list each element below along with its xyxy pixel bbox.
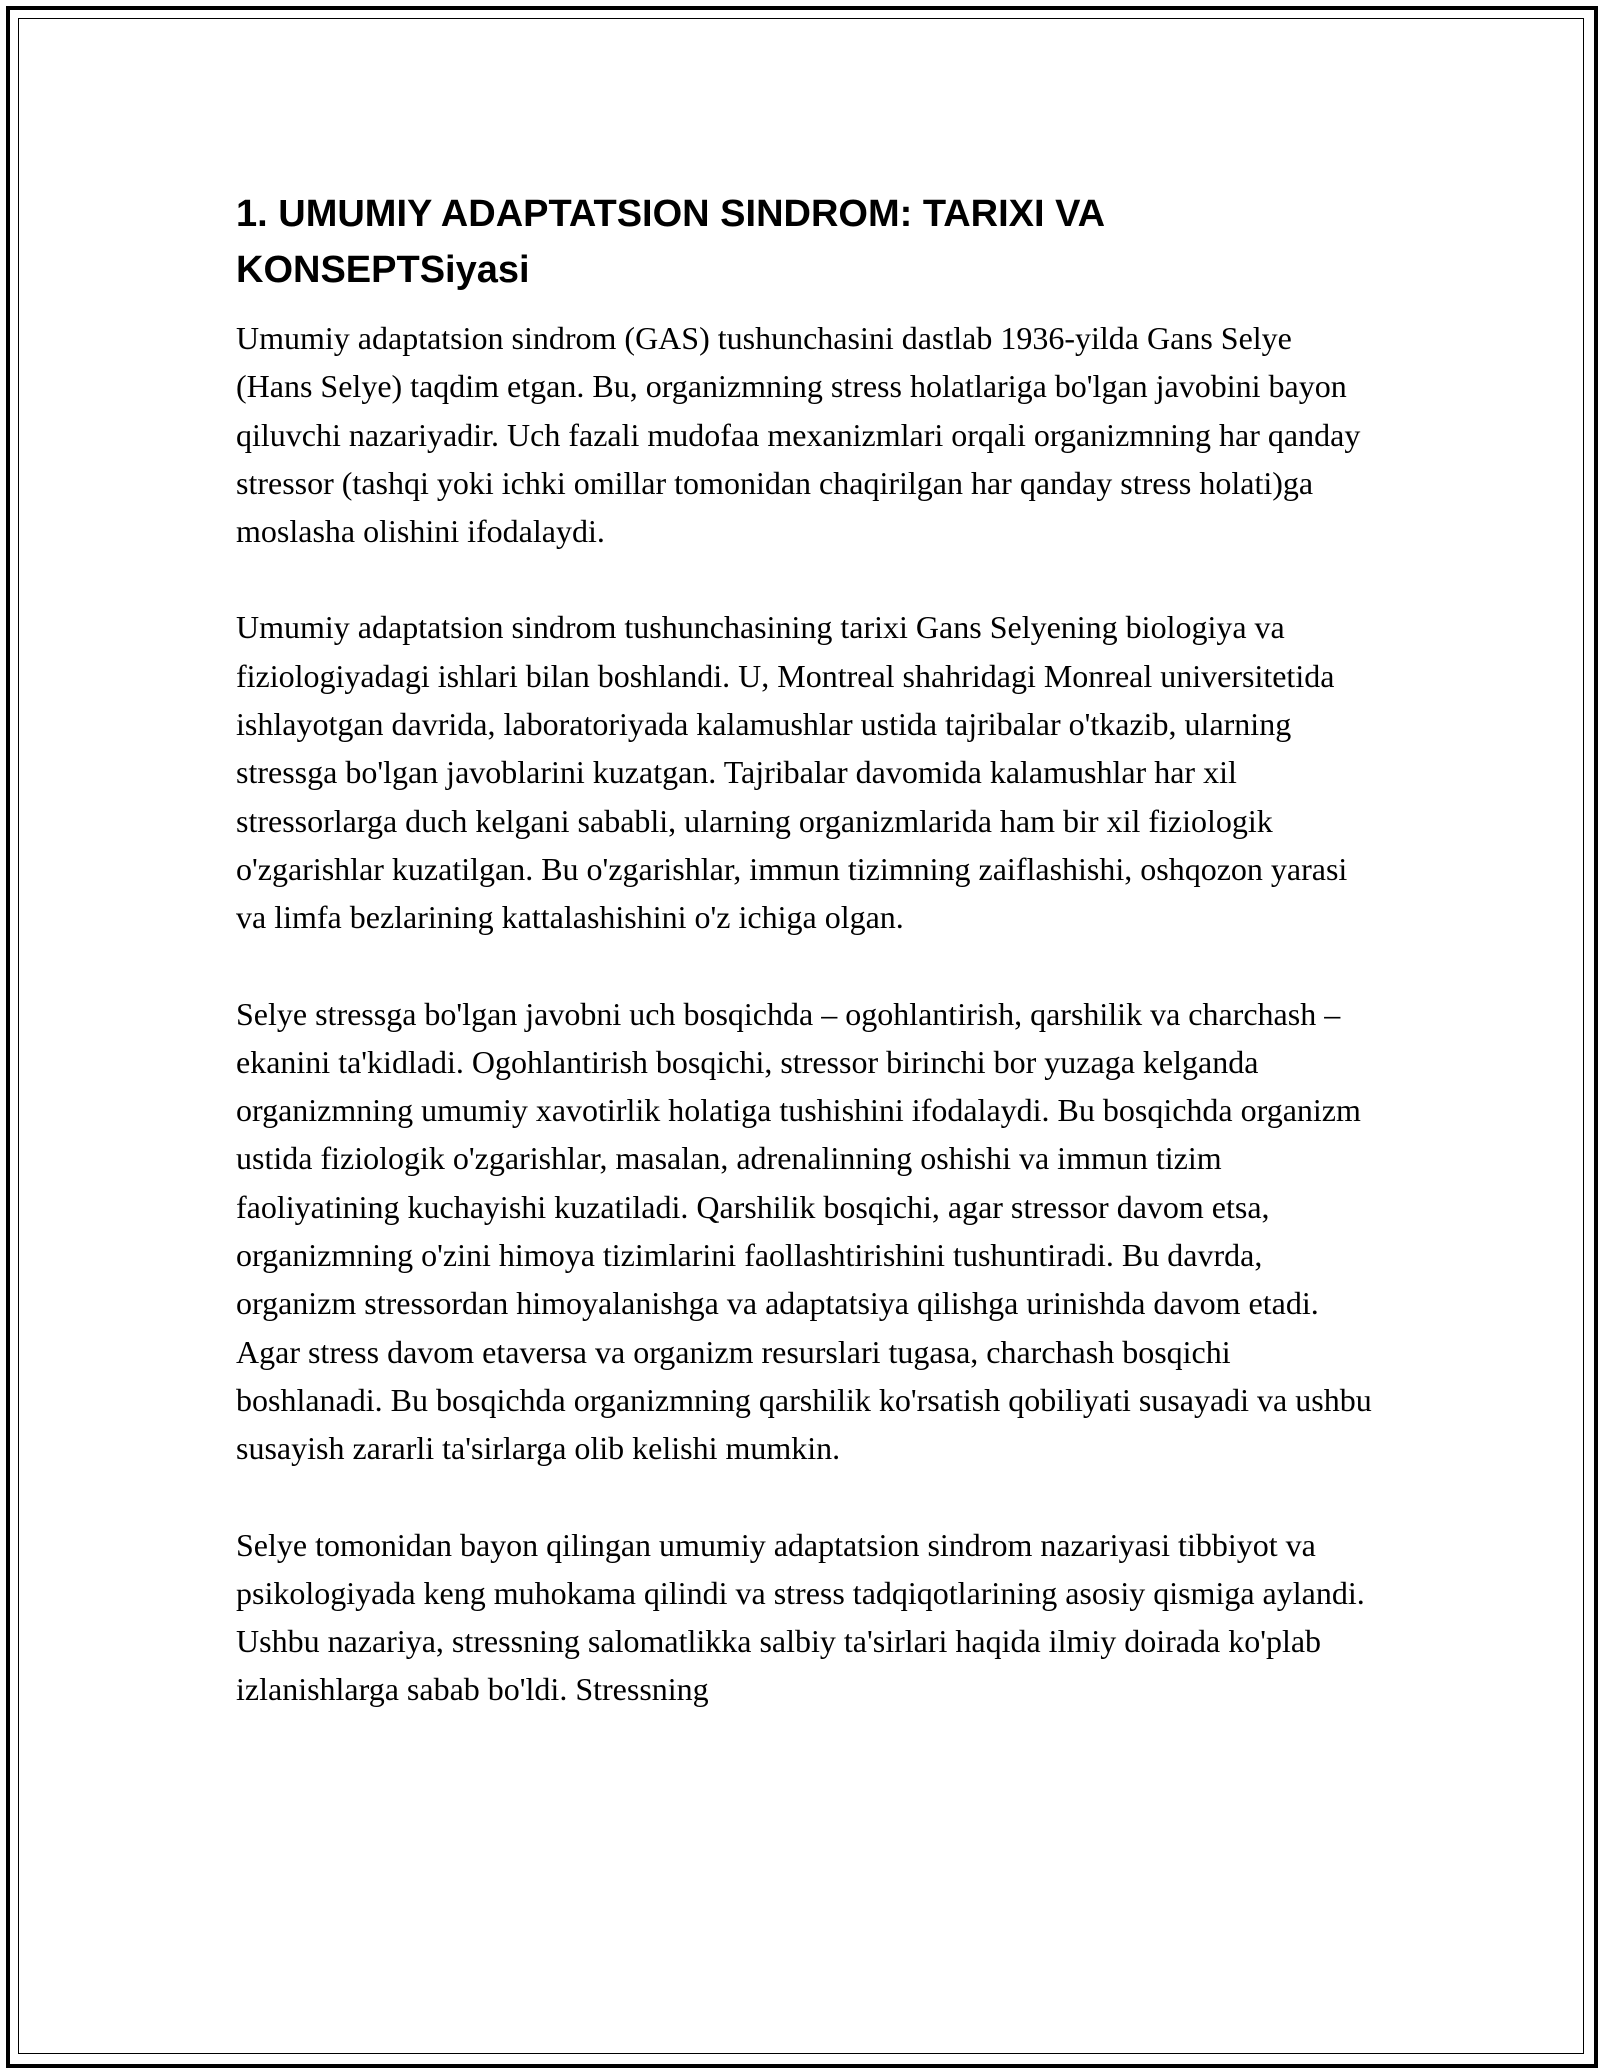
paragraph-1: Umumiy adaptatsion sindrom (GAS) tushunchasini dastlab 1936-yilda Gans Selye (Hans Selye) taqdim etgan. Bu, organizmning stress holatlariga bo'lgan javobini bayon qiluvchi nazariyadir. Uch fazali mudofaa mexanizmlari orqali organizmning har qanday stressor (tashqi yoki ichki omillar tomonidan chaqirilgan har qanday stress holati)ga moslasha olishini ifodalaydi. [236, 320, 1361, 550]
paragraph-2: Umumiy adaptatsion sindrom tushunchasining tarixi Gans Selyening biologiya va fiziologiyadagi ishlari bilan boshlandi. U, Montreal shahridagi Monreal universitetida ishlayotgan davrida, laboratoriyada kalamushlar ustida tajribalar o'tkazib, ularning stressga bo'lgan javoblarini kuzatgan. Tajribalar davomida kalamushlar har xil stressorlarga duch kelgani sababli, ularning organizmlarida ham bir xil fiziologik o'zgarishlar kuzatilgan. Bu o'zgarishlar, immun tizimning zaiflashishi, oshqozon yarasi va limfa bezlarining kattalashishini o'z ichiga olgan. [236, 609, 1348, 936]
paragraph-4: Selye tomonidan bayon qilingan umumiy adaptatsion sindrom nazariyasi tibbiyot va psikologiyada keng muhokama qilindi va stress tadqiqotlarining asosiy qismiga aylandi. Ushbu nazariya, stressning salomatlikka salbiy ta'sirlari haqida ilmiy doirada ko'plab izlanishlarga sabab bo'ldi. Stressning [236, 1526, 1365, 1708]
document-body [236, 186, 1376, 1762]
paragraph-3: Selye stressga bo'lgan javobni uch bosqichda – ogohlantirish, qarshilik va charchash – ekanini ta'kidladi. Ogohlantirish bosqichi, stressor birinchi bor yuzaga kelganda organizmning umumiy xavotirlik holatiga tushishini ifodalaydi. Bu bosqichda organizm ustida fiziologik o'zgarishlar, masalan, adrenalinning oshishi va immun tizim faoliyatining kuchayishi kuzatiladi. Qarshilik bosqichi, agar stressor davom etsa, organizmning o'zini himoya tizimlarini faollashtirishini tushuntiradi. Bu davrda, organizm stressordan himoyalanishga va adaptatsiya qilishga urinishda davom etadi. Agar stress davom etaversa va organizm resurslari tugasa, charchash bosqichi boshlanadi. Bu bosqichda organizmning qarshilik ko'rsatish qobiliyati susayadi va ushbu susayish zararli ta'sirlarga olib kelishi mumkin. [236, 995, 1372, 1467]
section-heading: 1. UMUMIY ADAPTATSION SINDROM: TARIXI VA KONSEPTSiyasi [236, 193, 1104, 291]
